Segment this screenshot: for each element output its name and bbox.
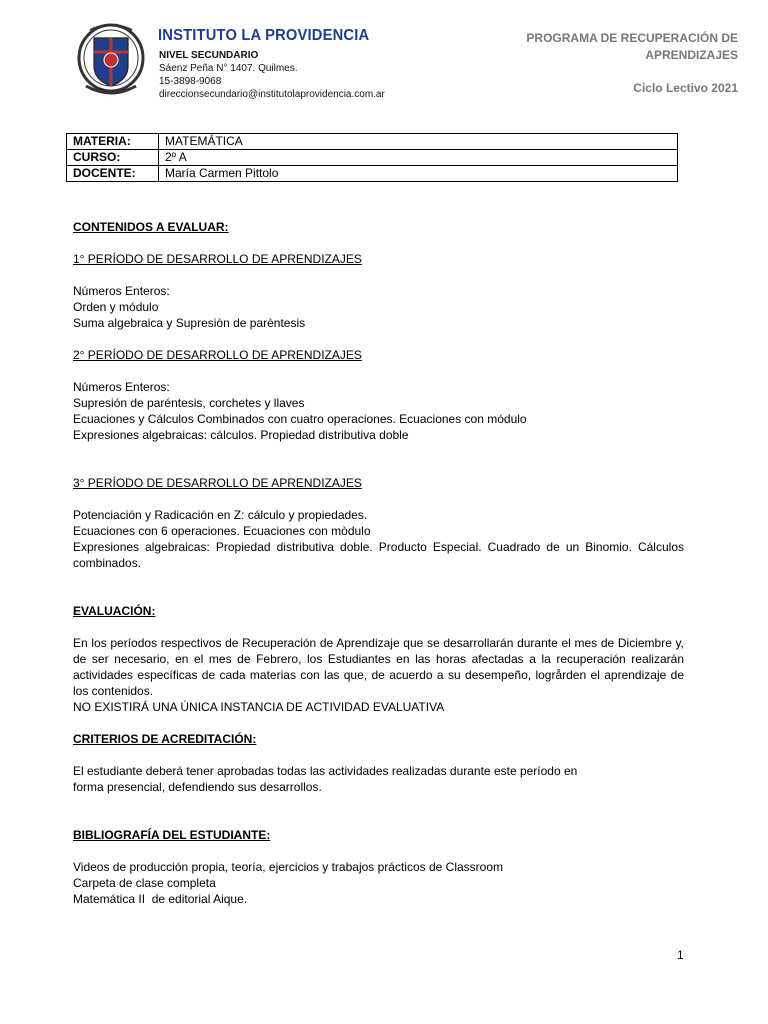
institution-name: INSTITUTO LA PROVIDENCIA	[158, 27, 370, 44]
period2-title: 2° PERÍODO DE DESARROLLO DE APRENDIZAJES	[73, 348, 362, 362]
info-value: MATEMÁTICA	[159, 134, 678, 150]
period3-title: 3° PERÍODO DE DESARROLLO DE APRENDIZAJES	[73, 476, 362, 490]
list-item: Videos de producción propia, teoría, ejercicios y trabajos prácticos de Classroom	[73, 860, 503, 874]
info-key: CURSO:	[67, 150, 159, 166]
contents-heading: CONTENIDOS A EVALUAR:	[73, 220, 229, 234]
list-item: Carpeta de clase completa	[73, 876, 216, 890]
bibliography-heading: BIBLIOGRAFÍA DEL ESTUDIANTE:	[73, 828, 271, 842]
page-number: 1	[677, 948, 684, 962]
table-row	[67, 134, 678, 150]
list-item: Expresiones algebraicas: Propiedad distributiva doble. Producto Especial. Cuadrado de un Binomio. Cálculos combinados.	[73, 540, 684, 570]
list-item: Potenciación y Radicación en Z: cálculo y propiedades.	[73, 508, 368, 522]
evaluation-paragraph: En los períodos respectivos de Recuperación de Aprendizaje que se desarrollarán durante el mes de Diciembre y, de ser necesario, en el mes de Febrero, los Estudiantes en las horas afectadas a la recuperación realizarán actividades específicas de cada materias con las que, de acuerdo a su desempeño, logrården el aprendizaje de los contenidos.	[73, 636, 684, 698]
table-row	[67, 166, 678, 182]
list-item: Expresiones algebraicas: cálculos. Propiedad distributiva doble	[73, 428, 409, 442]
list-item: Ecuaciones con 6 operaciones. Ecuaciones con mòdulo	[73, 524, 371, 538]
school-year: Ciclo Lectivo 2021	[633, 81, 738, 95]
period1-title: 1° PERÍODO DE DESARROLLO DE APRENDIZAJES	[73, 252, 362, 266]
institution-crest-logo	[76, 22, 146, 98]
list-item: Supresión de paréntesis, corchetes y llaves	[73, 396, 305, 410]
list-item: Números Enteros:	[73, 284, 170, 298]
criteria-line: El estudiante deberá tener aprobadas todas las actividades realizadas durante este período en	[73, 764, 578, 778]
school-level: NIVEL SECUNDARIO	[159, 50, 259, 61]
document-body	[73, 219, 684, 907]
program-title: PROGRAMA DE RECUPERACIÓN DE APRENDIZAJES	[526, 31, 738, 62]
criteria-line: forma presencial, defendiendo sus desarrollos.	[73, 780, 322, 794]
evaluation-note: NO EXISTIRÁ UNA ÚNICA INSTANCIA DE ACTIVIDAD EVALUATIVA	[73, 700, 445, 714]
list-item: Números Enteros:	[73, 380, 170, 394]
table-row	[67, 150, 678, 166]
info-key: MATERIA:	[67, 134, 159, 150]
criteria-heading: CRITERIOS DE ACREDITACIÓN:	[73, 732, 257, 746]
list-item: Orden y módulo	[73, 300, 159, 314]
list-item: Matemática II de editorial Aique.	[73, 892, 248, 906]
institution-phone: 15-3898-9068	[159, 76, 222, 87]
evaluation-heading: EVALUACIÓN:	[73, 604, 156, 618]
info-value: María Carmen Pittolo	[159, 166, 678, 182]
info-key: DOCENTE:	[67, 166, 159, 182]
course-info-table	[66, 133, 678, 182]
info-value: 2º A	[159, 150, 678, 166]
institution-email: direccionsecundario@institutolaprovidencia.com.ar	[159, 89, 385, 100]
list-item: Suma algebraica y Supresiòn de parèntesis	[73, 316, 306, 330]
list-item: Ecuaciones y Cálculos Combinados con cuatro operaciones. Ecuaciones con módulo	[73, 412, 527, 426]
institution-address: Sáenz Peña N° 1407. Quilmes.	[159, 63, 298, 74]
